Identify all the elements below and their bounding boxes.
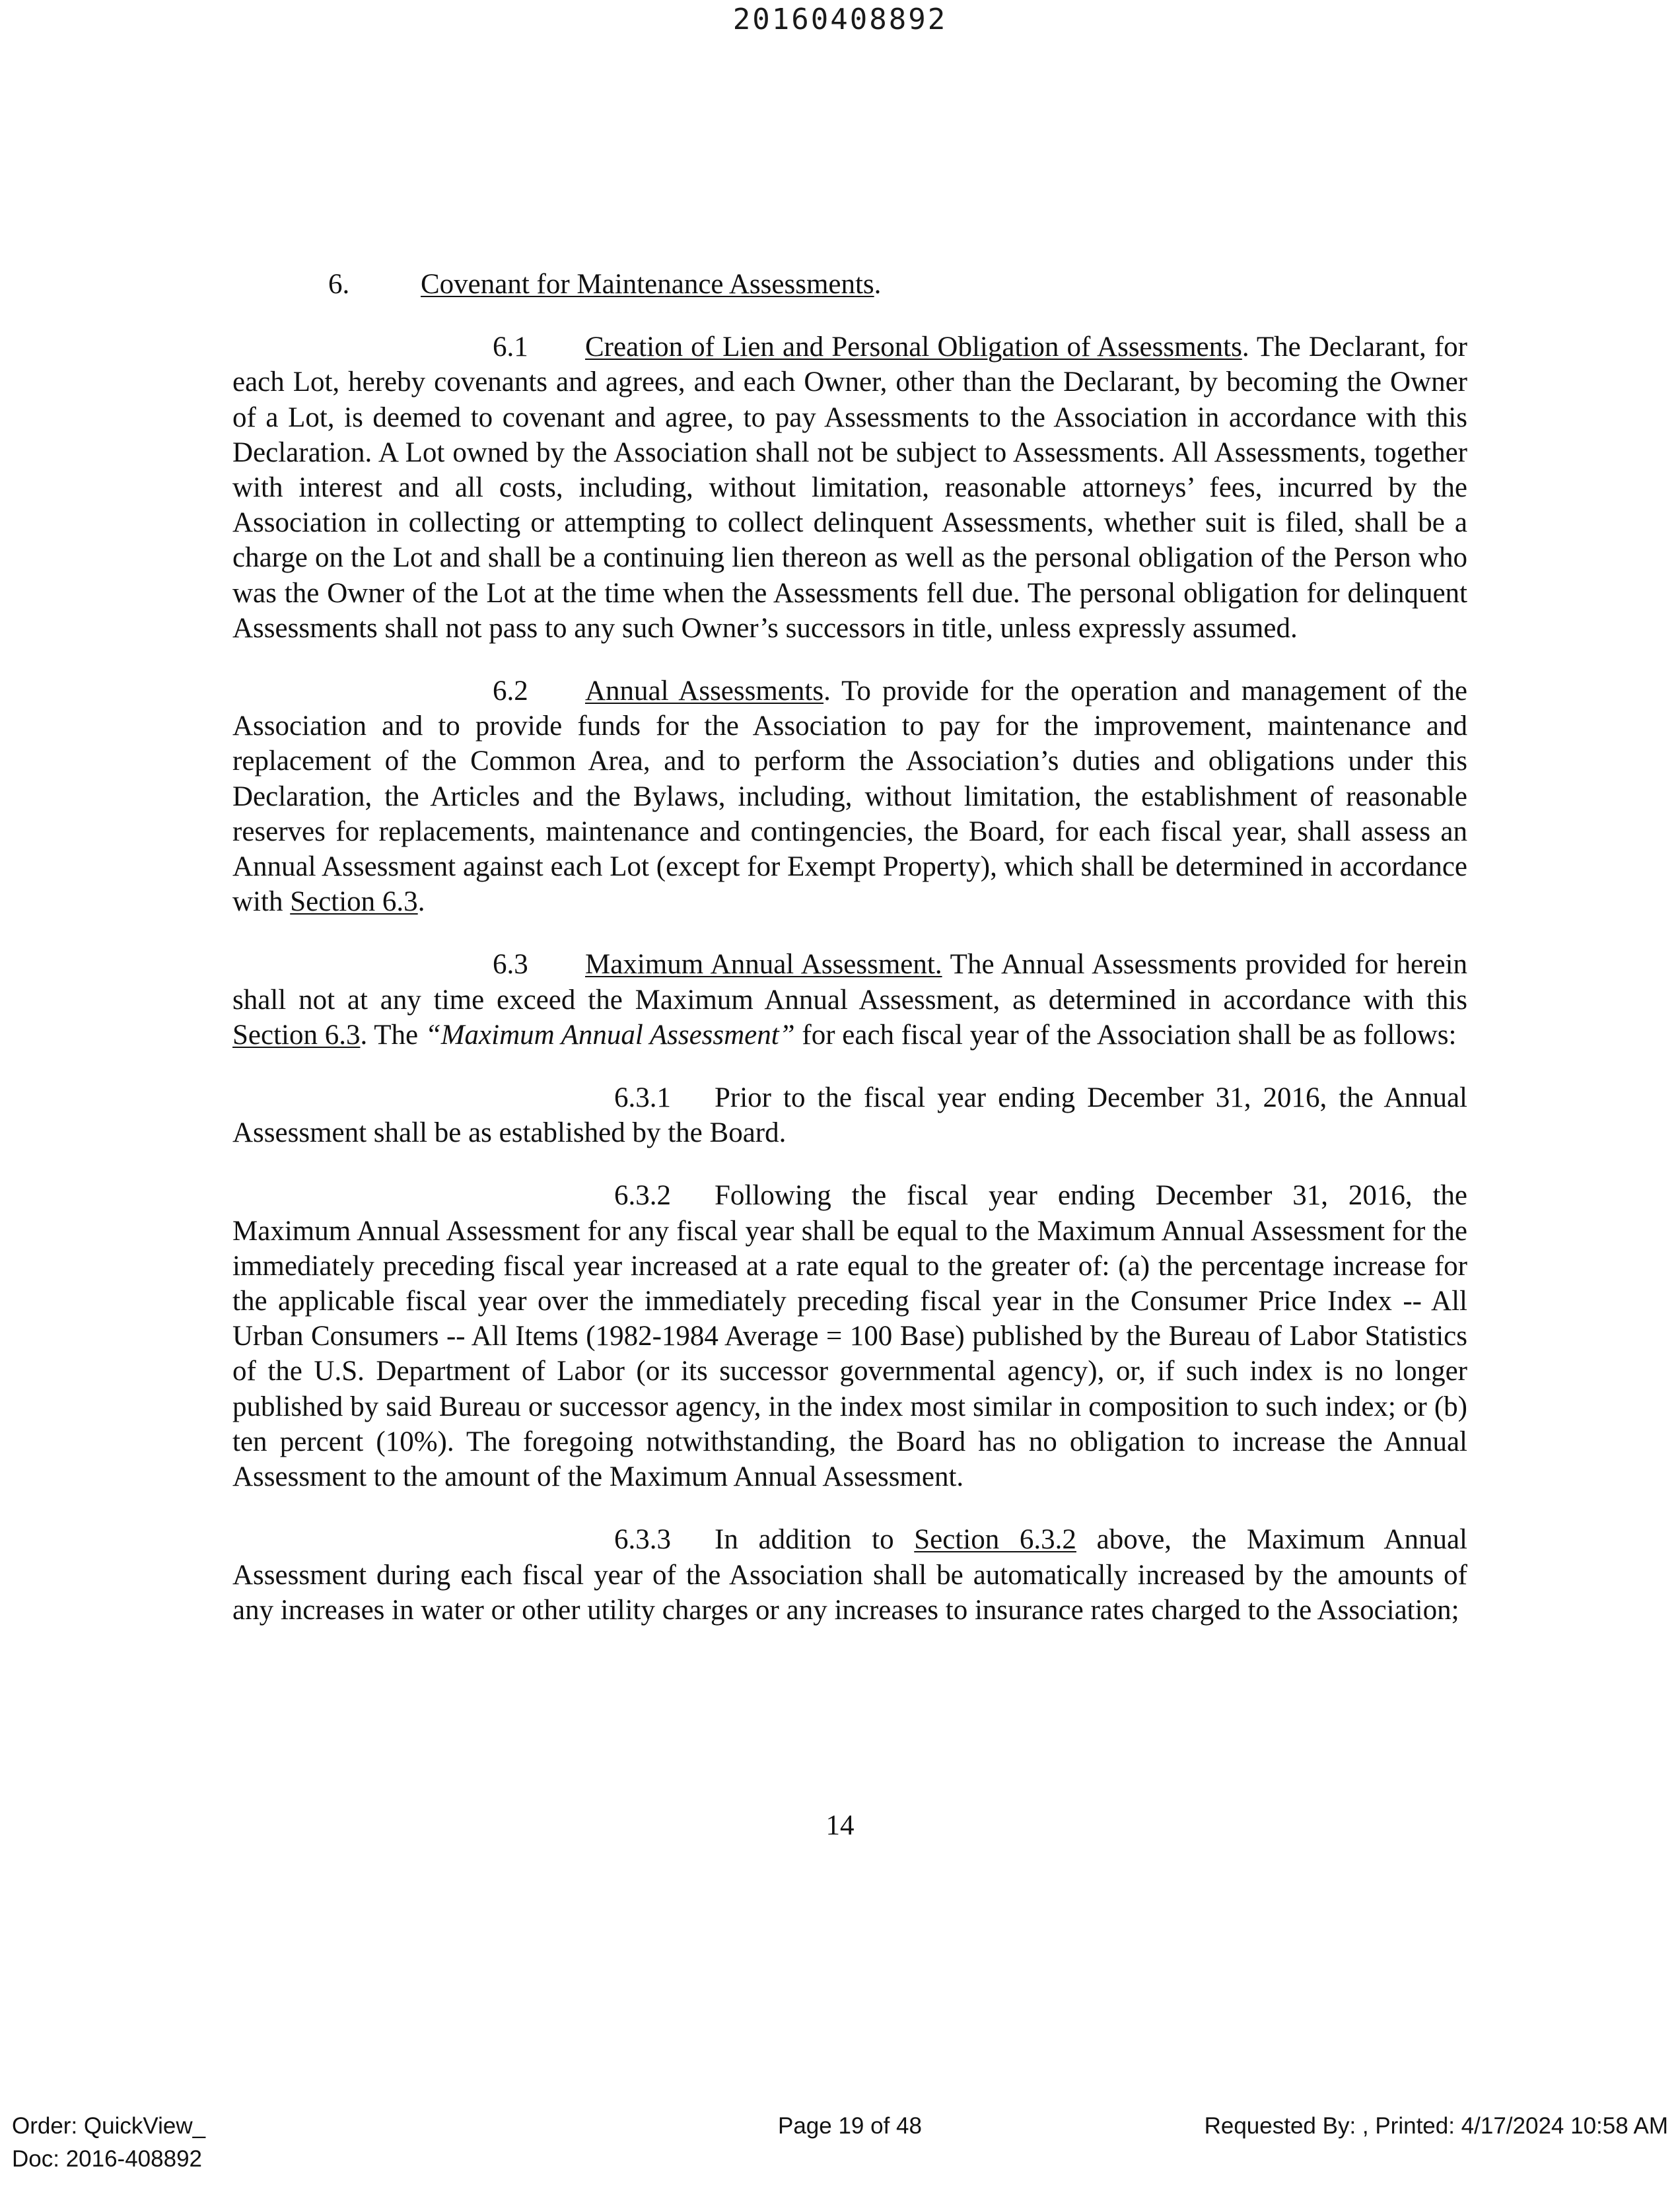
section-6-title-end: .	[874, 269, 882, 300]
section-6-3-3-number: 6.3.3	[614, 1524, 671, 1556]
section-6-number: 6.	[328, 269, 350, 300]
document-body	[232, 267, 1467, 1628]
section-6-2-body: . To provide for the operation and management of the Association and to provide funds for the Association to pay for the improvement, maintenance and replacement of the Common Area, and to perform the Association’s duties and obligations under this Declaration, the Articles and the Bylaws, including, without limitation, the establishment of reasonable reserves for replacements, maintenance and contingencies, the Board, for each fiscal year, shall assess an Annual Assessment against each Lot (except for Exempt Property), which shall be determined in accordance with	[232, 676, 1468, 918]
section-6-3-2-number: 6.3.2	[614, 1180, 671, 1212]
section-6-3-2-paragraph	[232, 1178, 1467, 1494]
section-6-2-number: 6.2	[493, 676, 528, 707]
footer-requested-printed: Requested By: , Printed: 4/17/2024 10:58 AM	[1204, 2113, 1668, 2139]
section-6-1-number: 6.1	[493, 331, 528, 363]
section-6-2-end: .	[417, 886, 425, 918]
footer-doc: Doc: 2016-408892	[12, 2146, 202, 2172]
section-6-3-3-body-1: In addition to	[715, 1524, 915, 1556]
section-6-3-1-body: Prior to the fiscal year ending December 31, 2016, the Annual Assessment shall be as established by the Board.	[232, 1082, 1467, 1149]
section-6-3-body-1: The Annual Assessments provided for herein shall not at any time exceed the Maximum Annual Assessment, as determined in accordance with this	[232, 949, 1467, 1016]
footer-order: Order: QuickView_	[12, 2113, 206, 2139]
section-6-2-paragraph	[232, 674, 1467, 919]
section-6-3-1-paragraph	[232, 1080, 1467, 1150]
section-6-3-2-body: Following the fiscal year ending December 31, 2016, the Maximum Annual Assessment for any fiscal year shall be equal to the Maximum Annual Assessment for the immediately preceding fiscal year increased at a rate equal to the greater of: (a) the percentage increase for the applicable fiscal year over the immediately preceding fiscal year in the Consumer Price Index -- All Urban Consumers -- All Items (1982-1984 Average = 100 Base) published by the Bureau of Labor Statistics of the U.S. Department of Labor (or its successor governmental agency), or, if such index is no longer published by said Bureau or successor agency, in the index most similar in composition to such index; or (b) ten percent (10%). The foregoing notwithstanding, the Board has no obligation to increase the Annual Assessment to the amount of the Maximum Annual Assessment.	[232, 1180, 1467, 1493]
section-6-title: Covenant for Maintenance Assessments	[421, 269, 874, 300]
section-6-3-body-3: for each fiscal year of the Association shall be as follows:	[794, 1019, 1457, 1051]
section-6-heading	[232, 267, 1467, 302]
section-6-3-body-2: . The	[360, 1019, 425, 1051]
footer-page-indicator: Page 19 of 48	[778, 2113, 922, 2139]
section-6-3-3-reference: Section 6.3.2	[914, 1524, 1076, 1556]
page-number: 14	[825, 1810, 855, 1841]
section-6-3-1-number: 6.3.1	[614, 1082, 671, 1114]
section-6-2-title: Annual Assessments	[585, 676, 824, 707]
section-6-1-body: . The Declarant, for each Lot, hereby covenants and agrees, and each Owner, other than the Declarant, by becoming the Owner of a Lot, is deemed to covenant and agree, to pay Assessments to the Association in accordance with this Declaration. A Lot owned by the Association shall not be subject to Assessments. All Assessments, together with interest and all costs, including, without limitation, reasonable attorneys’ fees, incurred by the Association in collecting or attempting to collect delinquent Assessments, whether suit is filed, shall be a charge on the Lot and shall be a continuing lien thereon as well as the personal obligation of the Person who was the Owner of the Lot at the time when the Assessments fell due. The personal obligation for delinquent Assessments shall not pass to any such Owner’s successors in title, unless expressly assumed.	[232, 331, 1467, 644]
section-6-3-defined-term: “Maximum Annual Assessment”	[425, 1019, 795, 1051]
section-6-3-3-body-2: above, the Maximum Annual Assessment during each fiscal year of the Association shall be automatically increased by the amounts of any increases in water or other utility charges or any increases to insurance rates charged to the Association;	[232, 1524, 1467, 1626]
section-6-3-paragraph	[232, 947, 1467, 1053]
section-6-3-reference: Section 6.3	[232, 1019, 361, 1051]
section-6-1-title: Creation of Lien and Personal Obligation of Assessments	[585, 331, 1242, 363]
section-6-2-reference: Section 6.3	[290, 886, 418, 918]
section-6-1-paragraph	[232, 330, 1467, 646]
section-6-3-title: Maximum Annual Assessment.	[585, 949, 942, 981]
section-6-3-number: 6.3	[493, 949, 528, 981]
recording-number: 20160408892	[732, 3, 948, 36]
section-6-3-3-paragraph	[232, 1522, 1467, 1628]
